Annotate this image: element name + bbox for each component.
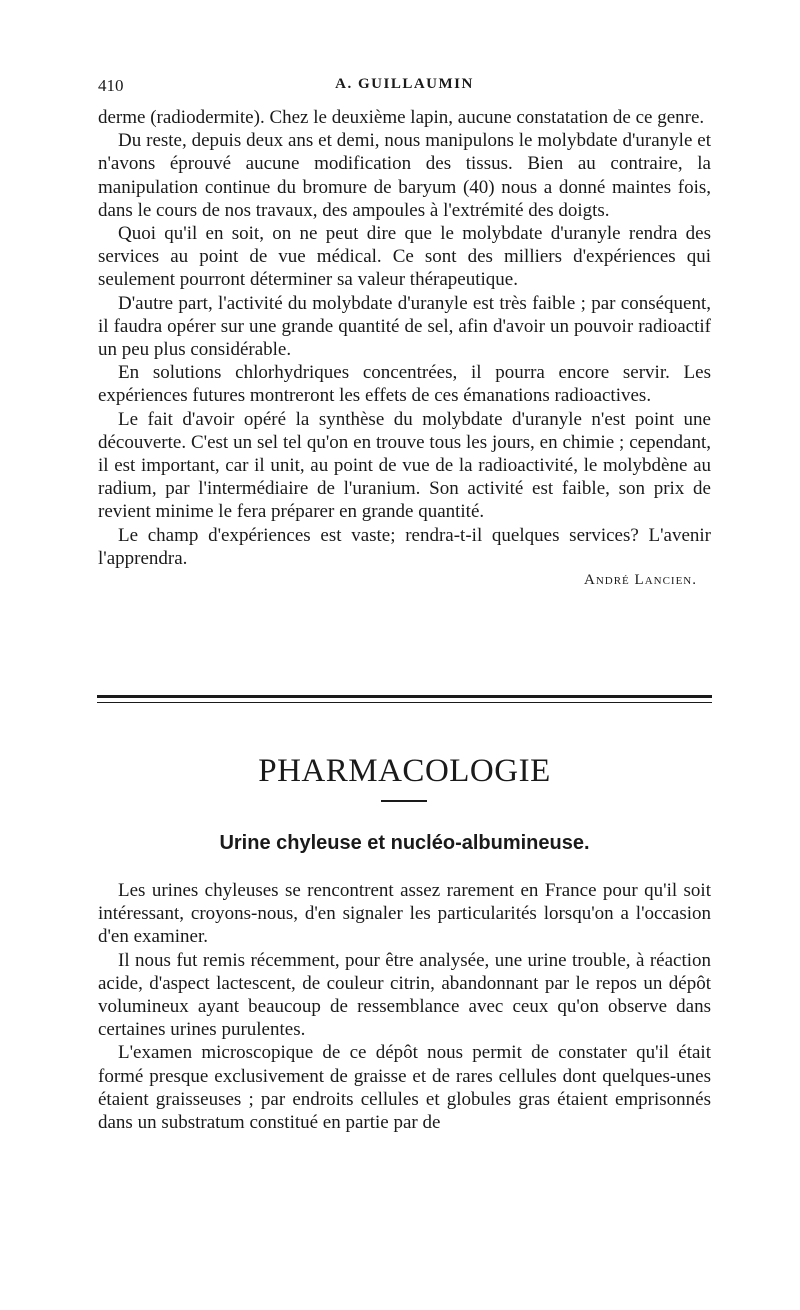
divider-thick-rule — [97, 695, 712, 698]
paragraph: Les urines chyleuses se rencontrent assez rarement en France pour qu'il soit intéressant, croyons-nous, d'en signaler les particularités lorsqu'on a l'occasion d'en examiner. — [98, 880, 711, 948]
page-number: 410 — [98, 76, 124, 95]
running-head — [98, 76, 711, 100]
paragraph: En solutions chlorhydriques concentrées, il pourra encore servir. Les expériences futures montreront les effets de ces émanations radioactives. — [98, 362, 711, 407]
section-title: PHARMACOLOGIE — [258, 753, 551, 789]
paragraph: Le champ d'expériences est vaste; rendra-t-il quelques services? L'avenir l'apprendra. — [98, 524, 711, 569]
running-head-author: A. GUILLAUMIN — [335, 76, 474, 92]
paragraph: Il nous fut remis récemment, pour être analysée, une urine trouble, à réaction acide, d'aspect lactescent, de couleur citrin, abandonnant par le repos un dépôt volumineux ayant beaucoup de ressemblance avec ceux qu'on observe dans certaines urines purulentes. — [98, 949, 711, 1041]
page-content — [98, 76, 711, 589]
paragraph: D'autre part, l'activité du molybdate d'uranyle est très faible ; par conséquent, il faudra opérer sur une grande quantité de sel, afin d'avoir un pouvoir radioactif un peu plus considérable. — [98, 292, 711, 361]
paragraph: Le fait d'avoir opéré la synthèse du molybdate d'uranyle n'est point une découverte. C'est un sel tel qu'on en trouve tous les jours, en chimie ; cependant, il est important, car il unit, au point de vue de la radioactivité, le molybdène au radium, par l'intermédiaire de l'uranium. Son activité est faible, son prix de revient minime le fera préparer en grande quantité. — [98, 408, 711, 523]
author-signature: André Lancien. — [584, 572, 697, 589]
title-underline-rule — [381, 800, 427, 802]
paragraph: L'examen microscopique de ce dépôt nous permit de constater qu'il était formé presque exclusivement de graisse et de rares cellules dont quelques-unes étaient graisseuses ; par endroits cellules et globules gras étaient emprisonnés dans un substratum constitué en partie par de — [98, 1042, 711, 1134]
paragraph: Du reste, depuis deux ans et demi, nous manipulons le molybdate d'uranyle et n'avons éprouvé aucune modification des tissus. Bien au contraire, la manipulation continue du bromure de baryum (40) nous a donné maintes fois, dans le cours de nos travaux, des ampoules à l'extrémité des doigts. — [98, 130, 711, 221]
paragraph: Quoi qu'il en soit, on ne peut dire que le molybdate d'uranyle rendra des services au point de vue médical. Ce sont des milliers d'expériences qui seulement pourront déterminer sa valeur thérapeutique. — [98, 223, 711, 291]
article-title: Urine chyleuse et nucléo-albumineuse. — [219, 832, 590, 854]
section-divider — [97, 695, 712, 703]
divider-thin-rule — [97, 702, 712, 703]
article-body — [98, 879, 711, 1134]
paragraph: derme (radiodermite). Chez le deuxième lapin, aucune constatation de ce genre. — [98, 107, 705, 128]
